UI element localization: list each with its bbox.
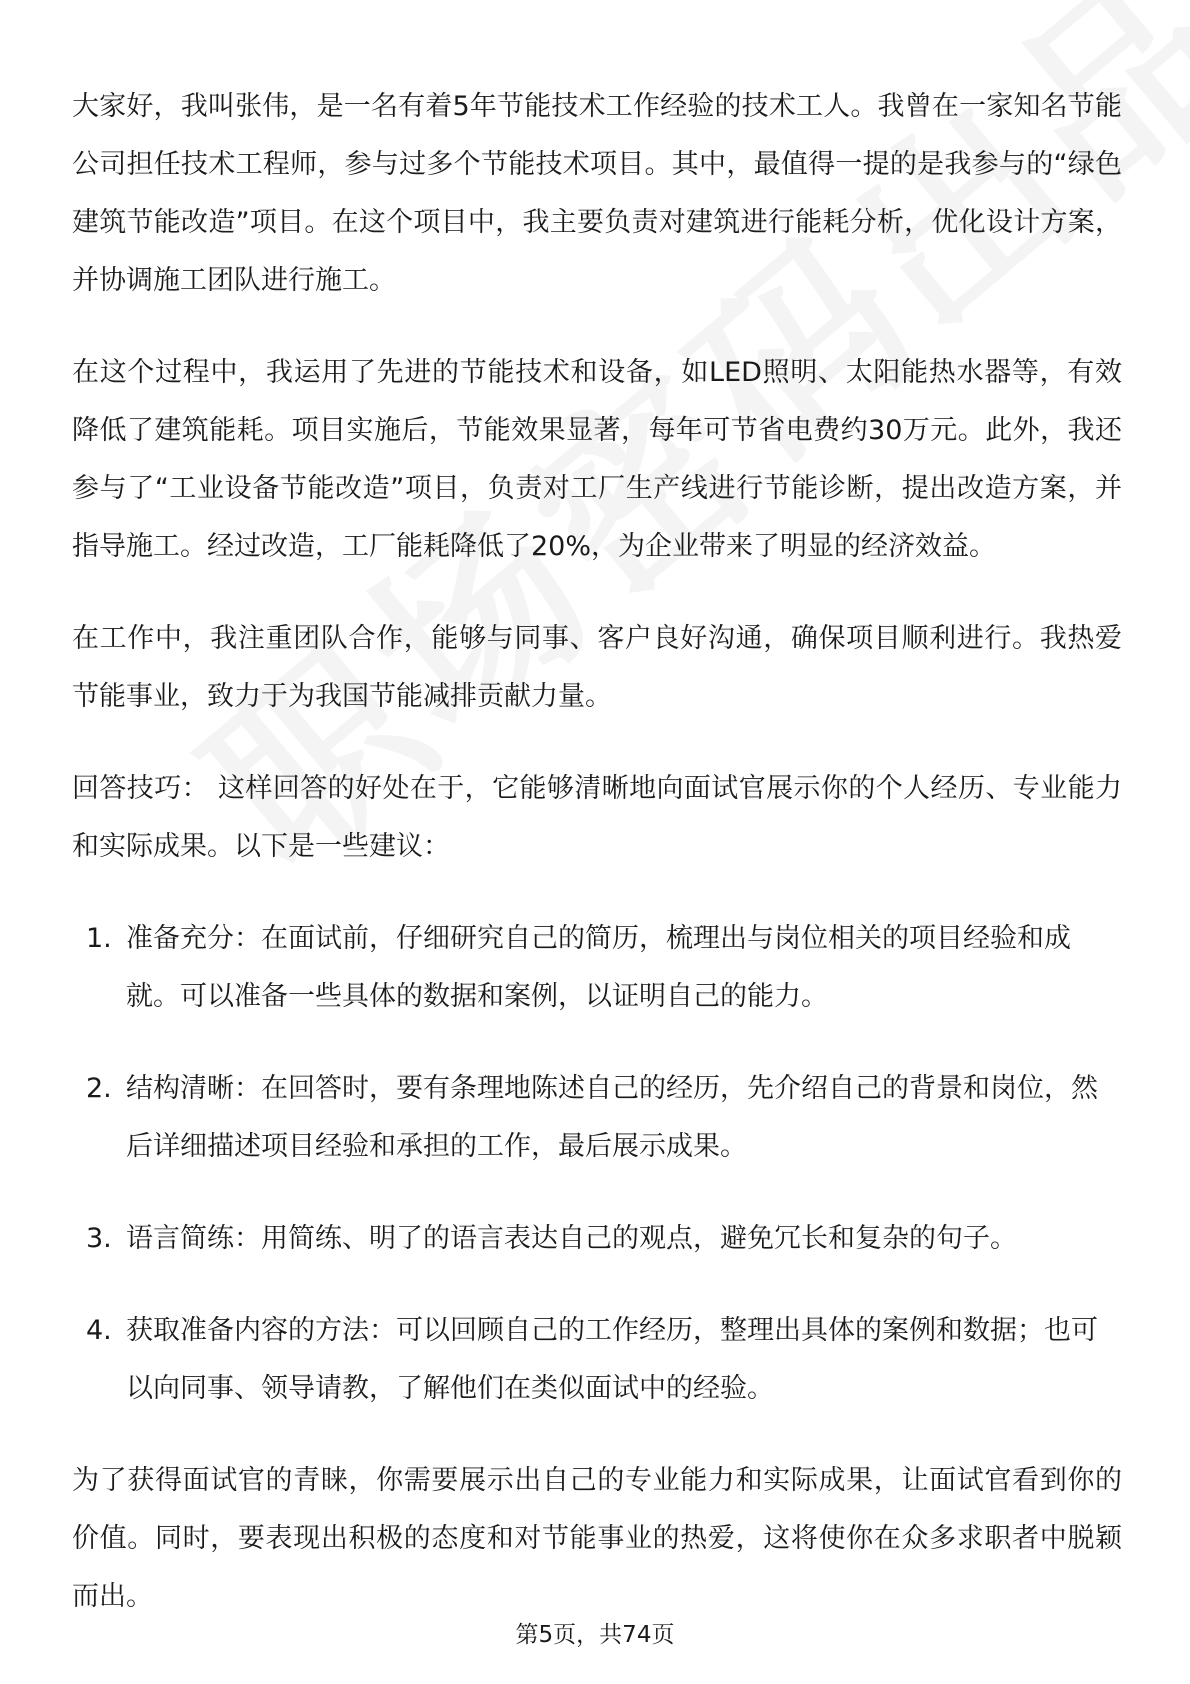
list-item: [72, 1302, 1122, 1418]
page-number-footer: 第5页，共74页: [515, 1622, 675, 1648]
page-content: [72, 78, 1122, 1660]
list-number: 2.: [86, 1073, 112, 1104]
list-number: 4.: [86, 1315, 112, 1346]
list-text: 结构清晰：在回答时，要有条理地陈述自己的经历，先介绍自己的背景和岗位，然后详细描述项目经验和承担的工作，最后展示成果。: [126, 1073, 1098, 1162]
list-text: 语言简练：用简练、明了的语言表达自己的观点，避免冗长和复杂的句子。: [126, 1223, 1017, 1254]
tips-list: [72, 910, 1122, 1418]
paragraph-teamwork: 在工作中，我注重团队合作，能够与同事、客户良好沟通，确保项目顺利进行。我热爱节能事业，致力于为我国节能减排贡献力量。: [72, 623, 1122, 712]
list-text: 准备充分：在面试前，仔细研究自己的简历，梳理出与岗位相关的项目经验和成就。可以准备一些具体的数据和案例，以证明自己的能力。: [126, 923, 1071, 1012]
list-number: 3.: [86, 1223, 112, 1254]
paragraph-answer-tips: 回答技巧： 这样回答的好处在于，它能够清晰地向面试官展示你的个人经历、专业能力和实际成果。以下是一些建议：: [72, 773, 1122, 862]
paragraph-projects: 在这个过程中，我运用了先进的节能技术和设备，如LED照明、太阳能热水器等，有效降低了建筑能耗。项目实施后，节能效果显著，每年可节省电费约30万元。此外，我还参与了“工业设备节能改造”项目，负责对工厂生产线进行节能诊断，提出改造方案，并指导施工。经过改造，工厂能耗降低了20%，为企业带来了明显的经济效益。: [72, 357, 1122, 562]
list-item: [72, 910, 1122, 1026]
list-item: [72, 1060, 1122, 1176]
list-item: [72, 1210, 1122, 1268]
paragraph-intro: 大家好，我叫张伟，是一名有着5年节能技术工作经验的技术工人。我曾在一家知名节能公司担任技术工程师，参与过多个节能技术项目。其中，最值得一提的是我参与的“绿色建筑节能改造”项目。在这个项目中，我主要负责对建筑进行能耗分析，优化设计方案，并协调施工团队进行施工。: [72, 91, 1122, 296]
list-text: 获取准备内容的方法：可以回顾自己的工作经历，整理出具体的案例和数据；也可以向同事、领导请教，了解他们在类似面试中的经验。: [126, 1315, 1098, 1404]
list-number: 1.: [86, 923, 112, 954]
paragraph-closing: 为了获得面试官的青睐，你需要展示出自己的专业能力和实际成果，让面试官看到你的价值。同时，要表现出积极的态度和对节能事业的热爱，这将使你在众多求职者中脱颖而出。: [72, 1465, 1122, 1612]
